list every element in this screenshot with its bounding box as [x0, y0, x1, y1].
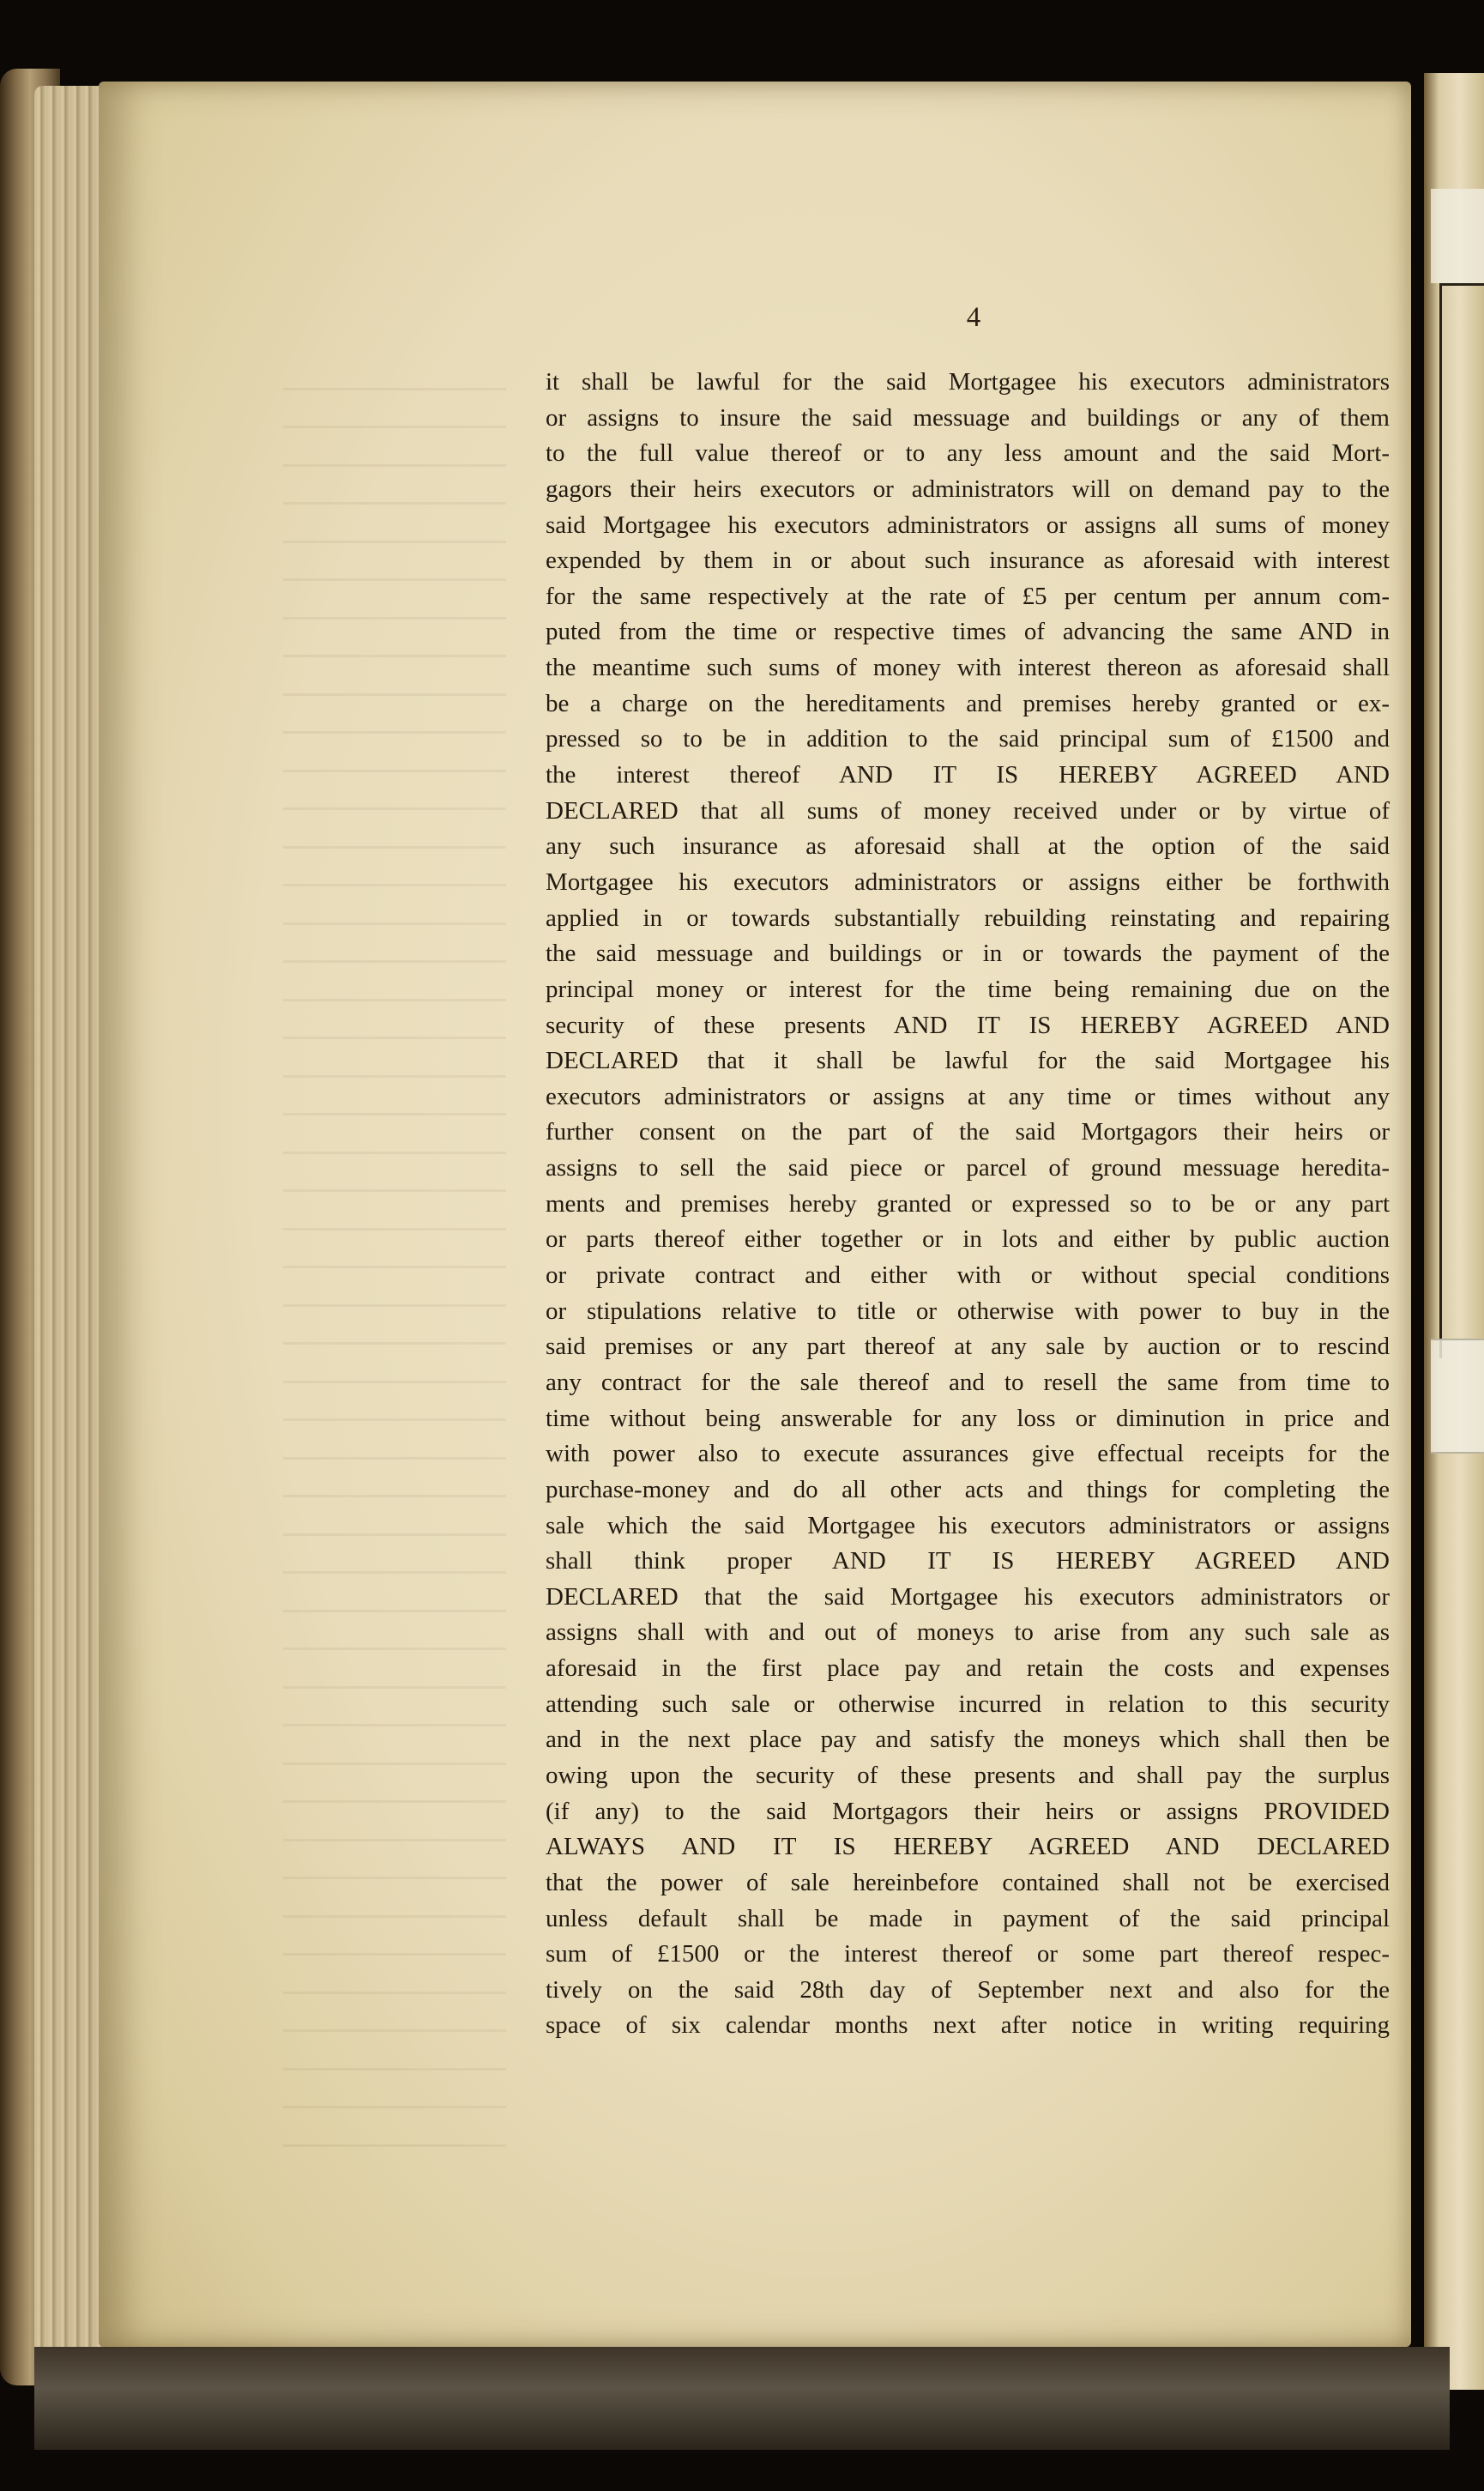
- bleed-line: [283, 1803, 506, 1841]
- text-line: applied in or towards substantially rebuilding reinstating and repairing: [546, 904, 1390, 932]
- text-line: said Mortgagee his executors administrators or assigns all sums of money: [546, 511, 1390, 539]
- text-line: ments and premises hereby granted or expressed so to be or any part: [546, 1189, 1390, 1218]
- bleed-line: [283, 1918, 506, 1956]
- text-line: to the full value thereof or to any less amount and the said Mort-: [546, 439, 1390, 468]
- bleed-line: [283, 2071, 506, 2109]
- text-line: assigns to sell the said piece or parcel of ground messuage heredita-: [546, 1154, 1390, 1182]
- text-line: pressed so to be in addition to the said principal sum of £1500 and: [546, 725, 1390, 753]
- text-line: said premises or any part thereof at any sale by auction or to rescind: [546, 1333, 1390, 1361]
- bleed-line: [283, 1536, 506, 1575]
- text-line: or parts thereof either together or in lots and either by public auction: [546, 1225, 1390, 1254]
- text-line: for the same respectively at the rate of £5 per centum per annum com-: [546, 582, 1390, 610]
- bleed-line: [283, 620, 506, 658]
- bleed-line: [283, 428, 506, 467]
- bleed-line: [283, 2147, 506, 2155]
- text-line: DECLARED that the said Mortgagee his executors administrators or: [546, 1582, 1390, 1611]
- bleed-line: [283, 2108, 506, 2147]
- bleed-line: [283, 390, 506, 429]
- bleed-line: [283, 925, 506, 964]
- text-line: or stipulations relative to title or otherwise with power to buy in the: [546, 1297, 1390, 1325]
- bleed-line: [283, 2032, 506, 2071]
- bleed-line: [283, 1230, 506, 1269]
- text-line: (if any) to the said Mortgagors their heirs or assigns PROVIDED: [546, 1797, 1390, 1825]
- text-line: Mortgagee his executors administrators or assigns either be forthwith: [546, 868, 1390, 896]
- bleed-line: [283, 1765, 506, 1804]
- text-line: shall think proper AND IT IS HEREBY AGREED AND: [546, 1547, 1390, 1575]
- facing-page-border: [1439, 283, 1484, 1358]
- text-line: DECLARED that all sums of money received under or by virtue of: [546, 796, 1390, 825]
- text-line: puted from the time or respective times of advancing the same AND in: [546, 618, 1390, 646]
- bleed-line: [283, 543, 506, 582]
- bleed-line: [283, 810, 506, 849]
- bleed-line: [283, 886, 506, 925]
- bleed-line: [283, 467, 506, 505]
- text-line: expended by them in or about such insurance as aforesaid with interest: [546, 547, 1390, 575]
- text-line: aforesaid in the first place pay and retain the costs and expenses: [546, 1654, 1390, 1683]
- text-line: sale which the said Mortgagee his executors administrators or assigns: [546, 1511, 1390, 1539]
- bleed-line: [283, 505, 506, 543]
- facing-page-tape: [1431, 189, 1484, 283]
- text-line: DECLARED that it shall be lawful for the said Mortgagee his: [546, 1047, 1390, 1075]
- text-line: any such insurance as aforesaid shall at the option of the said: [546, 832, 1390, 861]
- bleed-line: [283, 581, 506, 620]
- bleed-line: [283, 1307, 506, 1345]
- bleed-line: [283, 1268, 506, 1307]
- bleed-line: [283, 1650, 506, 1689]
- text-line: or assigns to insure the said messuage and buildings or any of them: [546, 403, 1390, 432]
- bleed-line: [283, 1078, 506, 1116]
- text-line: sum of £1500 or the interest thereof or some part thereof respec-: [546, 1940, 1390, 1968]
- bleed-line: [283, 1345, 506, 1383]
- bleed-line: [283, 1956, 506, 1994]
- bleed-line: [283, 1460, 506, 1498]
- bleed-line: [283, 1497, 506, 1536]
- body-text: [546, 365, 1390, 2044]
- bleed-line: [283, 772, 506, 811]
- bleed-line: [283, 696, 506, 735]
- text-line: space of six calendar months next after notice in writing requiring: [546, 2011, 1390, 2040]
- text-line: owing upon the security of these presents and shall pay the surplus: [546, 1761, 1390, 1789]
- bleed-line: [283, 963, 506, 1001]
- text-line: and in the next place pay and satisfy the moneys which shall then be: [546, 1726, 1390, 1754]
- text-line: assigns shall with and out of moneys to arise from any such sale as: [546, 1618, 1390, 1647]
- bleed-line: [283, 1841, 506, 1880]
- facing-page-tape-lower: [1431, 1339, 1484, 1454]
- text-line: unless default shall be made in payment of the said principal: [546, 1904, 1390, 1932]
- text-line: further consent on the part of the said Mortgagors their heirs or: [546, 1118, 1390, 1146]
- bleed-line: [283, 1574, 506, 1612]
- bleed-line: [283, 657, 506, 696]
- text-line: the said messuage and buildings or in or towards the payment of the: [546, 940, 1390, 968]
- text-line: the meantime such sums of money with interest thereon as aforesaid shall: [546, 654, 1390, 682]
- bleed-line: [283, 1879, 506, 1918]
- text-line: ALWAYS AND IT IS HEREBY AGREED AND DECLARED: [546, 1833, 1390, 1861]
- bleed-line: [283, 1421, 506, 1460]
- text-line: the interest thereof AND IT IS HEREBY AGREED AND: [546, 761, 1390, 789]
- bleed-line: [283, 1116, 506, 1154]
- bleed-line: [283, 1726, 506, 1765]
- text-line: purchase-money and do all other acts and things for completing the: [546, 1475, 1390, 1503]
- text-line: gagors their heirs executors or administrators will on demand pay to the: [546, 475, 1390, 503]
- page-number: 4: [966, 302, 981, 333]
- bleed-line: [283, 1001, 506, 1040]
- bleed-line: [283, 1192, 506, 1230]
- bleed-line: [283, 1612, 506, 1651]
- bleed-line: [283, 849, 506, 887]
- text-line: be a charge on the hereditaments and premises hereby granted or ex-: [546, 689, 1390, 717]
- bleed-line: [283, 352, 506, 390]
- bleed-through-text: [283, 352, 506, 2154]
- text-line: tively on the said 28th day of September next and also for the: [546, 1975, 1390, 2004]
- text-line: with power also to execute assurances give effectual receipts for the: [546, 1440, 1390, 1468]
- text-line: attending such sale or otherwise incurred in relation to this security: [546, 1690, 1390, 1718]
- bleed-line: [283, 734, 506, 772]
- text-line: executors administrators or assigns at any time or times without any: [546, 1082, 1390, 1110]
- text-line: or private contract and either with or without special conditions: [546, 1261, 1390, 1290]
- text-line: any contract for the sale thereof and to resell the same from time to: [546, 1368, 1390, 1396]
- text-line: that the power of sale hereinbefore contained shall not be exercised: [546, 1868, 1390, 1896]
- bleed-line: [283, 1994, 506, 2033]
- bleed-line: [283, 1039, 506, 1078]
- bleed-line: [283, 1689, 506, 1727]
- book-bottom-edge: [34, 2347, 1450, 2450]
- text-line: time without being answerable for any loss or diminution in price and: [546, 1404, 1390, 1432]
- bleed-line: [283, 1383, 506, 1422]
- text-line: principal money or interest for the time being remaining due on the: [546, 975, 1390, 1003]
- bleed-line: [283, 1154, 506, 1193]
- text-line: security of these presents AND IT IS HEREBY AGREED AND: [546, 1011, 1390, 1039]
- text-line: it shall be lawful for the said Mortgagee his executors administrators: [546, 368, 1390, 396]
